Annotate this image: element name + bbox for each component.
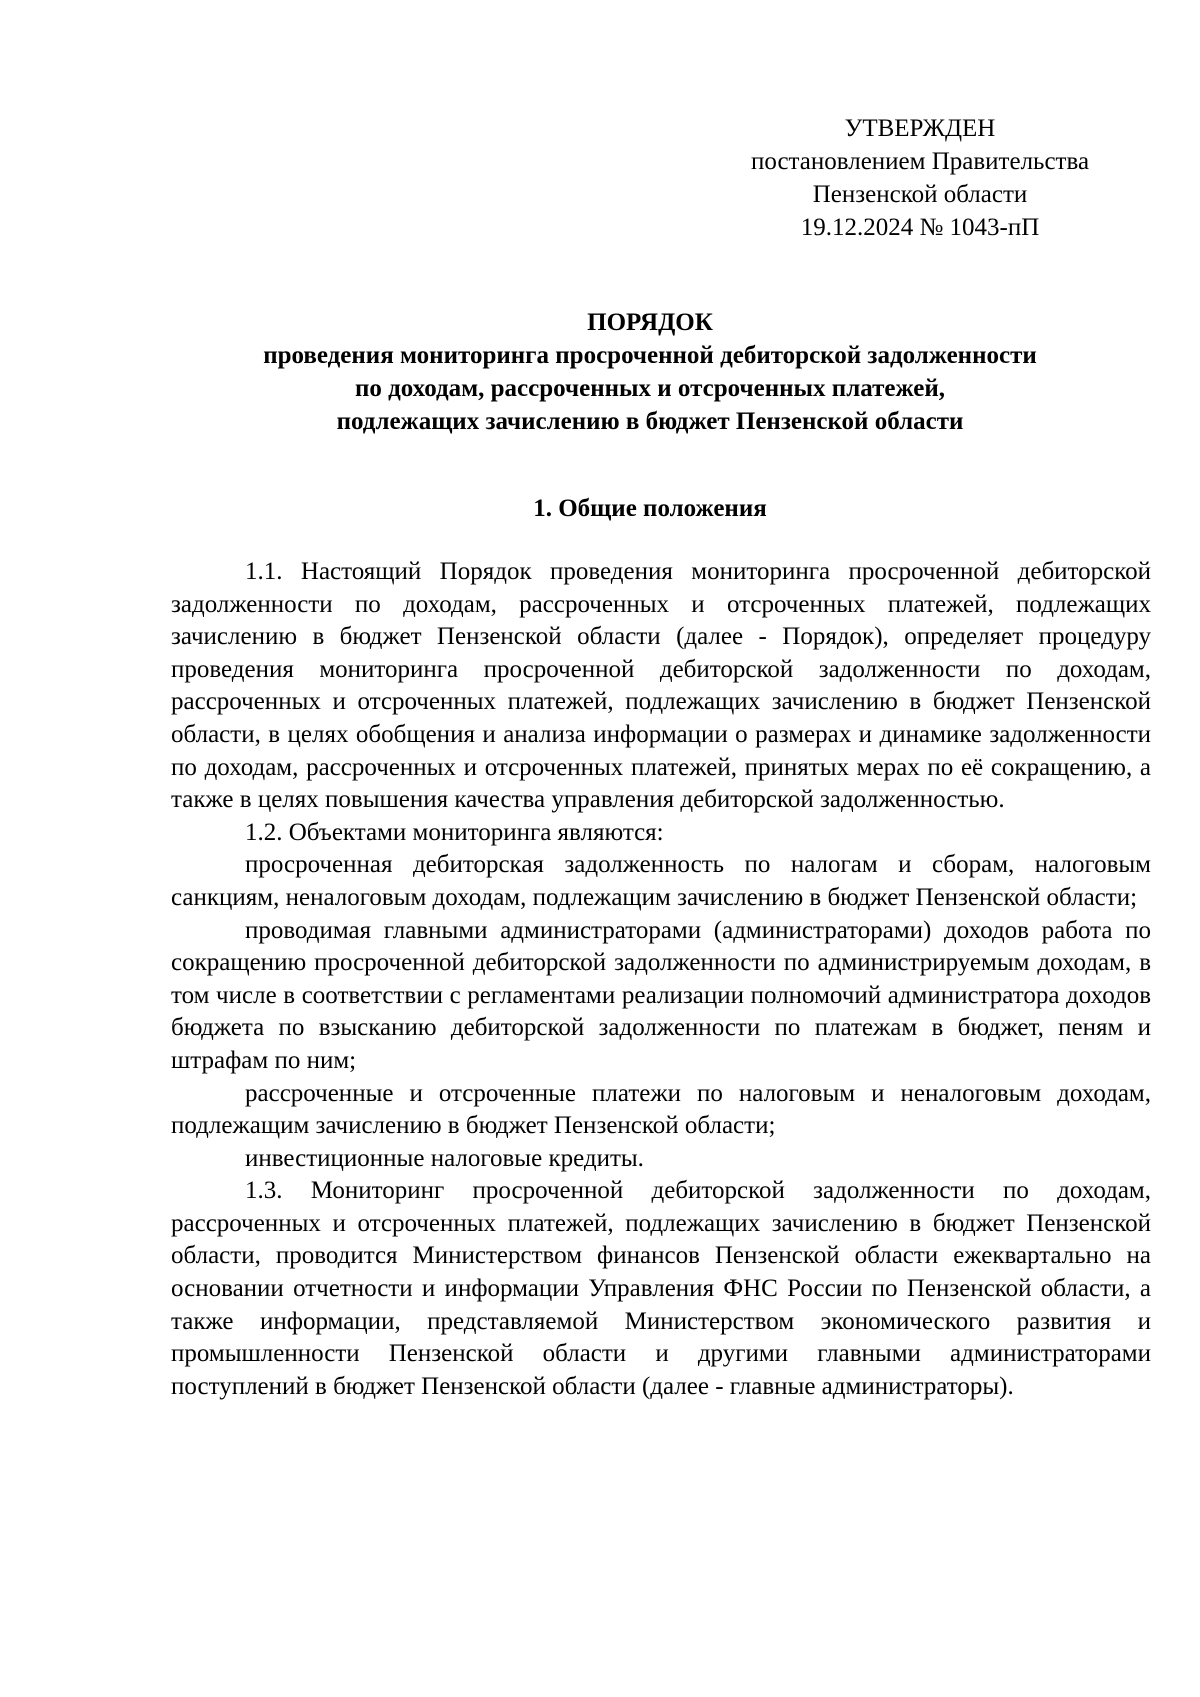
document-title [150,306,1150,438]
approval-region: Пензенской области [812,181,1028,208]
list-item: инвестиционные налоговые кредиты. [245,1144,644,1172]
approval-stamp [720,112,1120,244]
document-title-line: проведения мониторинга просроченной дебиторской задолженности [263,342,1037,369]
document-title-line: по доходам, рассроченных и отсроченных платежей, [354,375,946,402]
paragraph-1-2: 1.2. Объектами мониторинга являются: [245,818,664,846]
list-item: проводимая главными администраторами (администраторами) доходов работа по сокращению просроченной дебиторской задолженности по администрируемым доходам, в том числе в соответствии с регламентами реализации полномочий администратора доходов бюджета по взысканию дебиторской задолженности по платежам в бюджет, пеням и штрафам по ним; [171,916,1151,1074]
paragraph-1-1: 1.1. Настоящий Порядок проведения мониторинга просроченной дебиторской задолженности по доходам, рассроченных и отсроченных платежей, подлежащих зачислению в бюджет Пензенской области (далее - Порядок), определяет процедуру проведения мониторинга просроченной дебиторской задолженности по доходам, рассроченных и отсроченных платежей, подлежащих зачислению в бюджет Пензенской области, в целях обобщения и анализа информации о размерах и динамике задолженности по доходам, рассроченных и отсроченных платежей, принятых мерах по её сокращению, а также в целях повышения качества управления дебиторской задолженностью. [171,558,1151,814]
approval-date-number: 19.12.2024 № 1043-пП [800,214,1040,241]
document-title-main: ПОРЯДОК [587,309,713,336]
paragraph-1-3: 1.3. Мониторинг просроченной дебиторской задолженности по доходам, рассроченных и отсроченных платежей, подлежащих зачислению в бюджет Пензенской области, проводится Министерством финансов Пензенской области ежеквартально на основании отчетности и информации Управления ФНС России по Пензенской области, а также информации, представляемой Министерством экономического развития и промышленности Пензенской области и другими главными администраторами поступлений в бюджет Пензенской области (далее - главные администраторы). [171,1177,1151,1400]
approval-authority: постановлением Правительства [750,148,1090,175]
section-body [171,556,1151,1403]
approval-title: УТВЕРЖДЕН [844,115,996,142]
section-heading: 1. Общие положения [533,495,767,522]
document-title-line: подлежащих зачислению в бюджет Пензенской области [336,408,964,435]
list-item: рассроченные и отсроченные платежи по налоговым и неналоговым доходам, подлежащим зачислению в бюджет Пензенской области; [171,1079,1151,1140]
list-item: просроченная дебиторская задолженность по налогам и сборам, налоговым санкциям, неналоговым доходам, подлежащим зачислению в бюджет Пензенской области; [171,851,1151,911]
